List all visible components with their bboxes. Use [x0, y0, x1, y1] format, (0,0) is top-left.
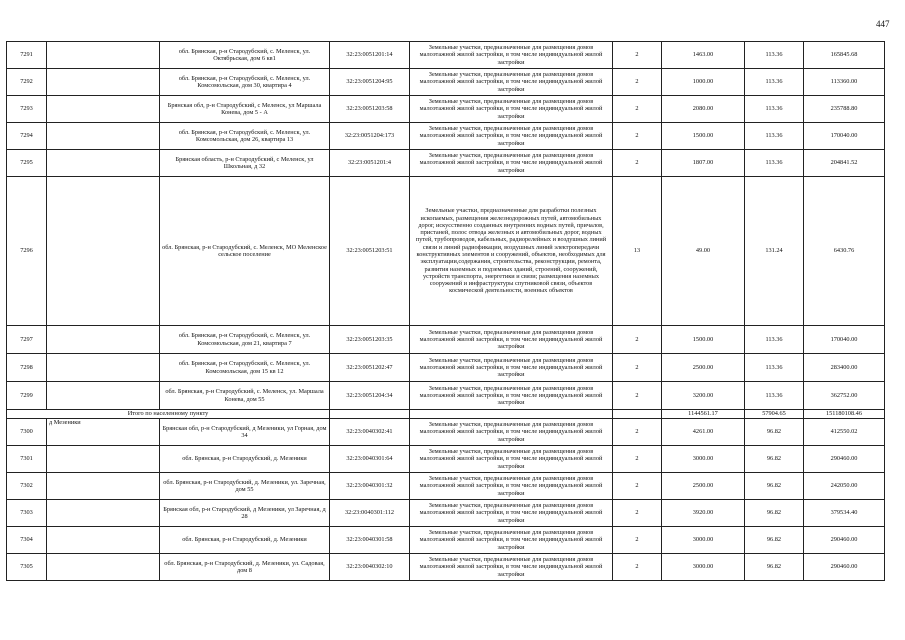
- land-purpose-cell: Земельные участки, предназначенные для размещения домов малоэтажной жилой застройки, в том числе индивидуальной жилой застройки: [410, 123, 613, 150]
- address-cell: обл. Брянская, р-н Стародубский, с. Меленск, МО Меленское сельское поселение: [160, 177, 330, 326]
- rate-cell: 96.82: [745, 554, 804, 581]
- cadastral-number-cell: 32:23:0040301:64: [330, 446, 410, 473]
- rate-cell: 96.82: [745, 500, 804, 527]
- table-row: [7, 96, 885, 123]
- area-cell: 3000.00: [662, 446, 745, 473]
- summary-row: [7, 410, 885, 419]
- cadastral-value-cell: 412550.02: [804, 419, 885, 446]
- cadastral-value-cell: 170040.00: [804, 326, 885, 354]
- group-cell: 2: [613, 446, 662, 473]
- address-cell: обл. Брянская, р-н Стародубский, с. Меленск, ул. Октябрьская, дом 6 кв1: [160, 42, 330, 69]
- table-row: [7, 69, 885, 96]
- row-number: 7300: [7, 419, 47, 446]
- table-row: [7, 177, 885, 326]
- group-cell: 13: [613, 177, 662, 326]
- address-cell: обл. Брянская, р-н Стародубский, с. Меленск, ул. Маршала Конева, дом 55: [160, 382, 330, 410]
- empty-cell: [330, 410, 410, 419]
- address-cell: Брянская область, р-н Стародубский, с Меленск, ул Школьная, д 32: [160, 150, 330, 177]
- cadastral-number-cell: 32:23:0051201:4: [330, 150, 410, 177]
- table-row: [7, 326, 885, 354]
- rate-cell: 113.36: [745, 326, 804, 354]
- cadastral-value-table: [6, 41, 885, 581]
- cadastral-number-cell: 32:23:0051204:95: [330, 69, 410, 96]
- cadastral-value-cell: 242050.00: [804, 473, 885, 500]
- row-number: 7303: [7, 500, 47, 527]
- cadastral-number-cell: 32:23:0051201:14: [330, 42, 410, 69]
- row-number: 7296: [7, 177, 47, 326]
- row-number: 7292: [7, 69, 47, 96]
- row-number: 7298: [7, 354, 47, 382]
- row-number: 7297: [7, 326, 47, 354]
- rate-cell: 113.36: [745, 96, 804, 123]
- summary-area: 1144561.17: [662, 410, 745, 419]
- group-cell: 2: [613, 42, 662, 69]
- area-cell: 4261.00: [662, 419, 745, 446]
- area-cell: 2500.00: [662, 354, 745, 382]
- empty-cell: [47, 554, 160, 581]
- table-row: [7, 123, 885, 150]
- empty-cell: [47, 382, 160, 410]
- rate-cell: 113.36: [745, 123, 804, 150]
- rate-cell: 96.82: [745, 473, 804, 500]
- land-purpose-cell: Земельные участки, предназначенные для размещения домов малоэтажной жилой застройки, в том числе индивидуальной жилой застройки: [410, 500, 613, 527]
- rate-cell: 131.24: [745, 177, 804, 326]
- row-number: 7293: [7, 96, 47, 123]
- address-cell: Брянская обл, р-н Стародубский, д Мезеники, ул Заречная, д 28: [160, 500, 330, 527]
- land-purpose-cell: Земельные участки, предназначенные для размещения домов малоэтажной жилой застройки, в том числе индивидуальной жилой застройки: [410, 382, 613, 410]
- group-cell: 2: [613, 554, 662, 581]
- cadastral-number-cell: 32:23:0051203:51: [330, 177, 410, 326]
- land-purpose-cell: Земельные участки, предназначенные для размещения домов малоэтажной жилой застройки, в том числе индивидуальной жилой застройки: [410, 150, 613, 177]
- row-number: 7291: [7, 42, 47, 69]
- group-cell: 2: [613, 382, 662, 410]
- rate-cell: 96.82: [745, 527, 804, 554]
- cadastral-value-cell: 235788.80: [804, 96, 885, 123]
- table-row: [7, 500, 885, 527]
- row-number: 7299: [7, 382, 47, 410]
- cadastral-number-cell: 32:23:0040301:112: [330, 500, 410, 527]
- summary-rate: 57904.65: [745, 410, 804, 419]
- rate-cell: 113.36: [745, 382, 804, 410]
- cadastral-value-cell: 290460.00: [804, 527, 885, 554]
- rate-cell: 96.82: [745, 446, 804, 473]
- cadastral-number-cell: 32:23:0051202:47: [330, 354, 410, 382]
- area-cell: 2500.00: [662, 473, 745, 500]
- table-row: [7, 150, 885, 177]
- group-cell: 2: [613, 527, 662, 554]
- empty-cell: [47, 177, 160, 326]
- group-cell: 2: [613, 326, 662, 354]
- group-cell: 2: [613, 150, 662, 177]
- address-cell: обл. Брянская, р-н Стародубский, д. Мезеники: [160, 527, 330, 554]
- cadastral-number-cell: 32:23:0040301:32: [330, 473, 410, 500]
- cadastral-number-cell: 32:23:0040302:10: [330, 554, 410, 581]
- group-cell: 2: [613, 69, 662, 96]
- group-cell: 2: [613, 354, 662, 382]
- table-row: [7, 527, 885, 554]
- land-purpose-cell: Земельные участки, предназначенные для размещения домов малоэтажной жилой застройки, в том числе индивидуальной жилой застройки: [410, 69, 613, 96]
- empty-cell: [47, 527, 160, 554]
- table-row: [7, 554, 885, 581]
- empty-cell: [47, 150, 160, 177]
- area-cell: 3000.00: [662, 554, 745, 581]
- group-cell: 2: [613, 123, 662, 150]
- address-cell: обл. Брянская, р-н Стародубский, д. Мезеники, ул. Заречная, дом 55: [160, 473, 330, 500]
- area-cell: 1463.00: [662, 42, 745, 69]
- cadastral-value-cell: 165845.68: [804, 42, 885, 69]
- land-purpose-cell: Земельные участки, предназначенные для размещения домов малоэтажной жилой застройки, в том числе индивидуальной жилой застройки: [410, 42, 613, 69]
- cadastral-number-cell: 32:23:0051203:58: [330, 96, 410, 123]
- cadastral-value-cell: 170040.00: [804, 123, 885, 150]
- land-purpose-cell: Земельные участки, предназначенные для размещения домов малоэтажной жилой застройки, в том числе индивидуальной жилой застройки: [410, 473, 613, 500]
- summary-value: 151180108.46: [804, 410, 885, 419]
- row-number: 7305: [7, 554, 47, 581]
- area-cell: 1000.00: [662, 69, 745, 96]
- land-purpose-cell: Земельные участки, предназначенные для размещения домов малоэтажной жилой застройки, в том числе индивидуальной жилой застройки: [410, 446, 613, 473]
- group-cell: 2: [613, 500, 662, 527]
- rate-cell: 113.36: [745, 150, 804, 177]
- land-purpose-cell: Земельные участки, предназначенные для размещения домов малоэтажной жилой застройки, в том числе индивидуальной жилой застройки: [410, 527, 613, 554]
- area-cell: 3200.00: [662, 382, 745, 410]
- empty-cell: [47, 500, 160, 527]
- land-purpose-cell: Земельные участки, предназначенные для разработки полезных ископаемых, размещения железнодорожных путей, автомобильных дорог, искусственно созданных внутренних водных путей, причалов, пристаней, полос отвода железных и автомобильных дорог, водных путей, трубопроводов, кабельных, радиорелейных и воздушных линий связи и линий радиофикации, воздушных линий электропередачи конструктивных элементов и сооружений, объектов, необходимых для эксплуатации,содержания, строительства, реконструкции, ремонта, развития наземных и подземных зданий, строений, сооружений, устройств транспорта, энергетики и связи; размещения наземных сооружений и инфраструктуры спутниковой связи, объектов космической деятельности, военных объектов: [410, 177, 613, 326]
- empty-cell: [47, 473, 160, 500]
- empty-cell: [47, 123, 160, 150]
- empty-cell: [47, 326, 160, 354]
- cadastral-number-cell: 32:23:0040301:58: [330, 527, 410, 554]
- land-purpose-cell: Земельные участки, предназначенные для размещения домов малоэтажной жилой застройки, в том числе индивидуальной жилой застройки: [410, 326, 613, 354]
- address-cell: обл. Брянская, р-н Стародубский, с. Меленск, ул. Комсомольская, дом 15 кв 12: [160, 354, 330, 382]
- area-cell: 2080.00: [662, 96, 745, 123]
- land-purpose-cell: Земельные участки, предназначенные для размещения домов малоэтажной жилой застройки, в том числе индивидуальной жилой застройки: [410, 96, 613, 123]
- address-cell: обл. Брянская, р-н Стародубский, д. Мезеники: [160, 446, 330, 473]
- address-cell: Брянская обл, р-н Стародубский, д Мезеники, ул Горная, дом 34: [160, 419, 330, 446]
- empty-cell: [47, 96, 160, 123]
- rate-cell: 113.36: [745, 69, 804, 96]
- table-row: [7, 473, 885, 500]
- empty-cell: [613, 410, 662, 419]
- page-number: 447: [876, 19, 890, 29]
- address-cell: обл. Брянская, р-н Стародубский, д. Мезеники, ул. Садовая, дом 8: [160, 554, 330, 581]
- area-cell: 1500.00: [662, 326, 745, 354]
- cadastral-value-cell: 379534.40: [804, 500, 885, 527]
- address-cell: обл. Брянская, р-н Стародубский, с. Меленск, ул. Комсомольская, дом 21, квартира 7: [160, 326, 330, 354]
- summary-label: Итого по населенному пункту: [7, 410, 330, 419]
- area-cell: 1807.00: [662, 150, 745, 177]
- cadastral-number-cell: 32:23:0051203:35: [330, 326, 410, 354]
- address-cell: Брянская обл, р-н Стародубский, с Меленск, ул Маршала Конева, дом 5 - А: [160, 96, 330, 123]
- empty-cell: [47, 446, 160, 473]
- cadastral-value-cell: 362752.00: [804, 382, 885, 410]
- row-number: 7294: [7, 123, 47, 150]
- table-row: [7, 42, 885, 69]
- cadastral-value-cell: 6430.76: [804, 177, 885, 326]
- land-purpose-cell: Земельные участки, предназначенные для размещения домов малоэтажной жилой застройки, в том числе индивидуальной жилой застройки: [410, 554, 613, 581]
- land-purpose-cell: Земельные участки, предназначенные для размещения домов малоэтажной жилой застройки, в том числе индивидуальной жилой застройки: [410, 419, 613, 446]
- table-row: [7, 382, 885, 410]
- locality-name: д Мезеники: [47, 419, 160, 446]
- address-cell: обл. Брянская, р-н Стародубский, с. Меленск, ул. Комсомольская, дом 30, квартира 4: [160, 69, 330, 96]
- cadastral-number-cell: 32:23:0051204:173: [330, 123, 410, 150]
- row-number: 7295: [7, 150, 47, 177]
- area-cell: 3920.00: [662, 500, 745, 527]
- empty-cell: [47, 69, 160, 96]
- cadastral-number-cell: 32:23:0051204:34: [330, 382, 410, 410]
- group-cell: 2: [613, 419, 662, 446]
- cadastral-value-cell: 283400.00: [804, 354, 885, 382]
- cadastral-value-cell: 290460.00: [804, 446, 885, 473]
- empty-cell: [47, 42, 160, 69]
- rate-cell: 113.36: [745, 354, 804, 382]
- land-purpose-cell: Земельные участки, предназначенные для размещения домов малоэтажной жилой застройки, в том числе индивидуальной жилой застройки: [410, 354, 613, 382]
- area-cell: 49.00: [662, 177, 745, 326]
- group-cell: 2: [613, 473, 662, 500]
- row-number: 7304: [7, 527, 47, 554]
- empty-cell: [47, 354, 160, 382]
- table-row: [7, 354, 885, 382]
- cadastral-value-cell: 290460.00: [804, 554, 885, 581]
- cadastral-value-cell: 113360.00: [804, 69, 885, 96]
- address-cell: обл. Брянская, р-н Стародубский, с. Меленск, ул. Комсомольская, дом 26, квартира 13: [160, 123, 330, 150]
- area-cell: 1500.00: [662, 123, 745, 150]
- row-number: 7301: [7, 446, 47, 473]
- cadastral-number-cell: 32:23:0040302:41: [330, 419, 410, 446]
- table-row: [7, 446, 885, 473]
- row-number: 7302: [7, 473, 47, 500]
- rate-cell: 96.82: [745, 419, 804, 446]
- rate-cell: 113.36: [745, 42, 804, 69]
- area-cell: 3000.00: [662, 527, 745, 554]
- group-cell: 2: [613, 96, 662, 123]
- table-row: [7, 419, 885, 446]
- cadastral-value-cell: 204841.52: [804, 150, 885, 177]
- empty-cell: [410, 410, 613, 419]
